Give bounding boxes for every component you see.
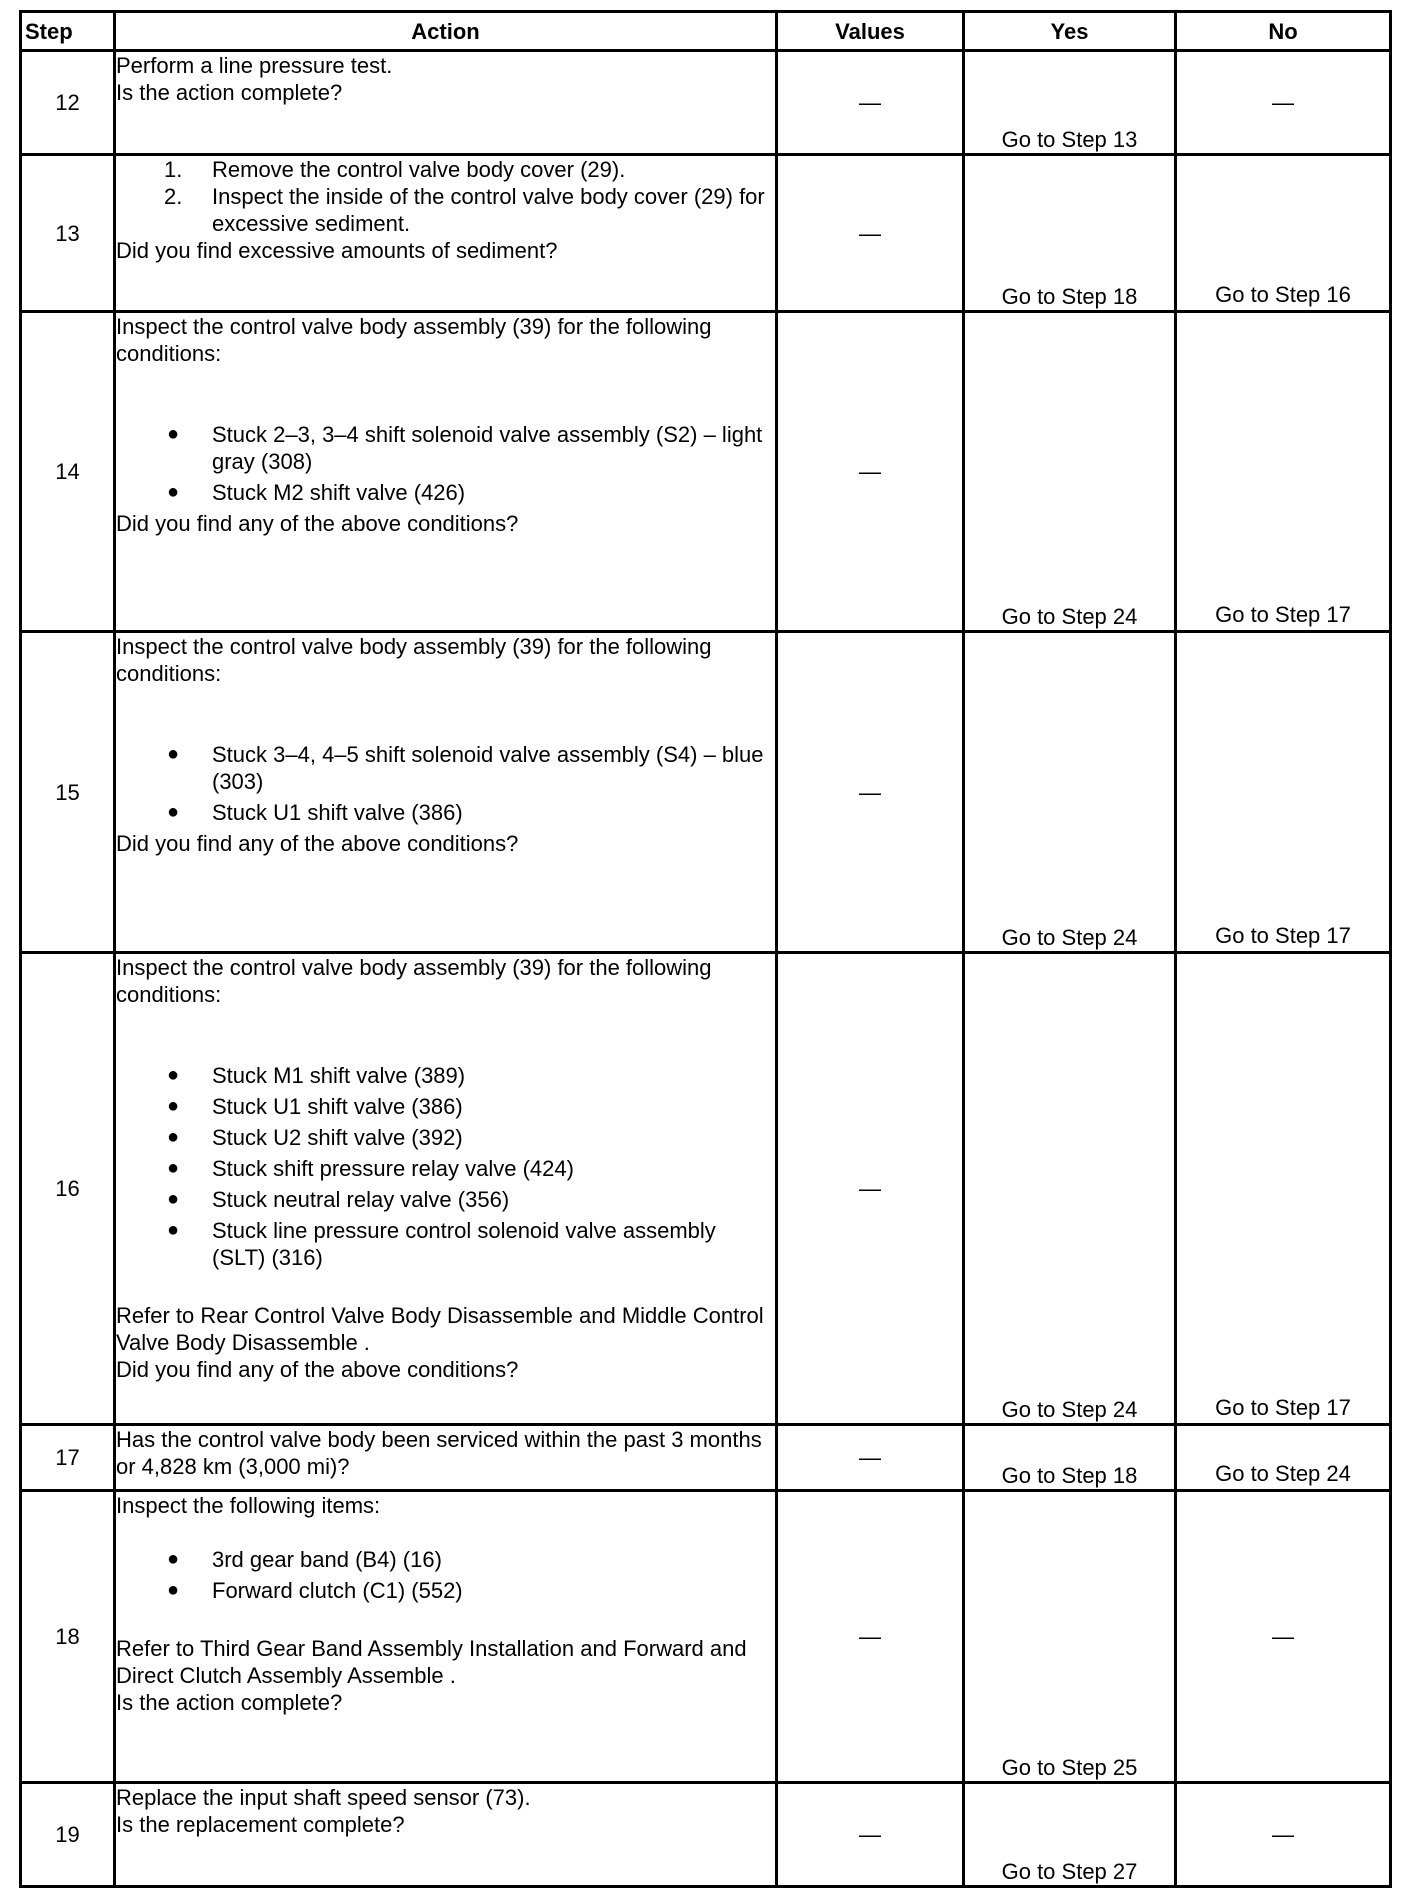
condition-list <box>116 741 775 826</box>
action-text: Inspect the control valve body assembly (39) for the following conditions: <box>116 634 712 686</box>
step-number: 17 <box>21 1425 115 1491</box>
values-cell: — <box>777 1425 964 1491</box>
action-question: Did you find excessive amounts of sediment? <box>116 238 558 263</box>
diagnostic-table <box>19 10 1392 1888</box>
yes-cell: Go to Step 24 <box>964 312 1176 632</box>
action-text: Inspect the following items: <box>116 1493 381 1518</box>
table-row <box>21 1783 1391 1887</box>
step-number: 18 <box>21 1491 115 1783</box>
action-question: Did you find any of the above conditions? <box>116 511 519 536</box>
action-cell <box>115 312 777 632</box>
action-question: Did you find any of the above conditions? <box>116 831 519 856</box>
values-cell: — <box>777 1491 964 1783</box>
action-question: Did you find any of the above conditions? <box>116 1357 519 1382</box>
refer-text: Refer to Third Gear Band Assembly Installation and Forward and Direct Clutch Assembly Assemble . <box>116 1636 747 1688</box>
action-cell <box>115 1425 777 1491</box>
yes-cell: Go to Step 18 <box>964 1425 1176 1491</box>
condition-list <box>116 421 775 506</box>
action-text: Inspect the control valve body assembly (39) for the following conditions: <box>116 955 712 1007</box>
yes-cell: Go to Step 18 <box>964 155 1176 312</box>
header-yes: Yes <box>964 12 1176 51</box>
table-row <box>21 953 1391 1425</box>
yes-cell: Go to Step 13 <box>964 51 1176 155</box>
no-cell: Go to Step 17 <box>1176 312 1391 632</box>
yes-cell: Go to Step 24 <box>964 632 1176 953</box>
header-step: Step <box>21 12 115 51</box>
list-item: ● Stuck shift pressure relay valve (424) <box>167 1156 574 1181</box>
numbered-step: 2. Inspect the inside of the control valve body cover (29) for excessive sediment. <box>164 184 765 236</box>
action-cell <box>115 155 777 312</box>
yes-cell: Go to Step 25 <box>964 1491 1176 1783</box>
values-cell: — <box>777 51 964 155</box>
values-cell: — <box>777 155 964 312</box>
step-number: 15 <box>21 632 115 953</box>
action-cell <box>115 1491 777 1783</box>
action-question: Has the control valve body been serviced within the past 3 months or 4,828 km (3,000 mi)? <box>116 1427 762 1479</box>
list-item: ● Forward clutch (C1) (552) <box>167 1578 463 1603</box>
action-cell <box>115 632 777 953</box>
no-cell: Go to Step 17 <box>1176 632 1391 953</box>
values-cell: — <box>777 312 964 632</box>
list-item: ● Stuck M2 shift valve (426) <box>167 480 466 505</box>
no-cell: — <box>1176 1783 1391 1887</box>
action-cell <box>115 51 777 155</box>
header-action: Action <box>115 12 777 51</box>
action-text: Perform a line pressure test. <box>116 53 393 78</box>
list-item: ● Stuck U2 shift valve (392) <box>167 1125 463 1150</box>
values-cell: — <box>777 632 964 953</box>
yes-cell: Go to Step 27 <box>964 1783 1176 1887</box>
header-row <box>21 12 1391 51</box>
step-number: 19 <box>21 1783 115 1887</box>
values-cell: — <box>777 1783 964 1887</box>
list-item: ● Stuck U1 shift valve (386) <box>167 1094 463 1119</box>
inspection-list <box>116 1546 775 1604</box>
list-item: ● Stuck U1 shift valve (386) <box>167 800 463 825</box>
no-cell: Go to Step 17 <box>1176 953 1391 1425</box>
numbered-steps <box>116 156 775 237</box>
numbered-step: 1. Remove the control valve body cover (29). <box>164 157 626 182</box>
list-item: ● Stuck M1 shift valve (389) <box>167 1063 466 1088</box>
condition-list <box>116 1062 775 1271</box>
action-question: Is the replacement complete? <box>116 1812 405 1837</box>
list-item: ● Stuck 2–3, 3–4 shift solenoid valve assembly (S2) – light gray (308) <box>167 422 763 474</box>
step-number: 16 <box>21 953 115 1425</box>
table-row <box>21 51 1391 155</box>
table-row <box>21 1425 1391 1491</box>
no-cell: Go to Step 16 <box>1176 155 1391 312</box>
action-text: Inspect the control valve body assembly (39) for the following conditions: <box>116 314 712 366</box>
no-cell: — <box>1176 51 1391 155</box>
action-question: Is the action complete? <box>116 1690 343 1715</box>
table-row <box>21 312 1391 632</box>
list-item: ● Stuck neutral relay valve (356) <box>167 1187 510 1212</box>
table-row <box>21 632 1391 953</box>
action-question: Is the action complete? <box>116 80 343 105</box>
action-text: Replace the input shaft speed sensor (73). <box>116 1785 531 1810</box>
step-number: 13 <box>21 155 115 312</box>
header-no: No <box>1176 12 1391 51</box>
no-cell: Go to Step 24 <box>1176 1425 1391 1491</box>
no-cell: — <box>1176 1491 1391 1783</box>
refer-text: Refer to Rear Control Valve Body Disassemble and Middle Control Valve Body Disassemble . <box>116 1303 764 1355</box>
yes-cell: Go to Step 24 <box>964 953 1176 1425</box>
table-row <box>21 1491 1391 1783</box>
step-number: 12 <box>21 51 115 155</box>
header-values: Values <box>777 12 964 51</box>
list-item: ● Stuck 3–4, 4–5 shift solenoid valve assembly (S4) – blue (303) <box>167 742 764 794</box>
diagnostic-table-sheet <box>19 10 1392 1888</box>
action-cell <box>115 1783 777 1887</box>
action-cell <box>115 953 777 1425</box>
table-row <box>21 155 1391 312</box>
step-number: 14 <box>21 312 115 632</box>
list-item: ● Stuck line pressure control solenoid valve assembly (SLT) (316) <box>167 1218 716 1270</box>
list-item: ● 3rd gear band (B4) (16) <box>167 1547 442 1572</box>
values-cell: — <box>777 953 964 1425</box>
